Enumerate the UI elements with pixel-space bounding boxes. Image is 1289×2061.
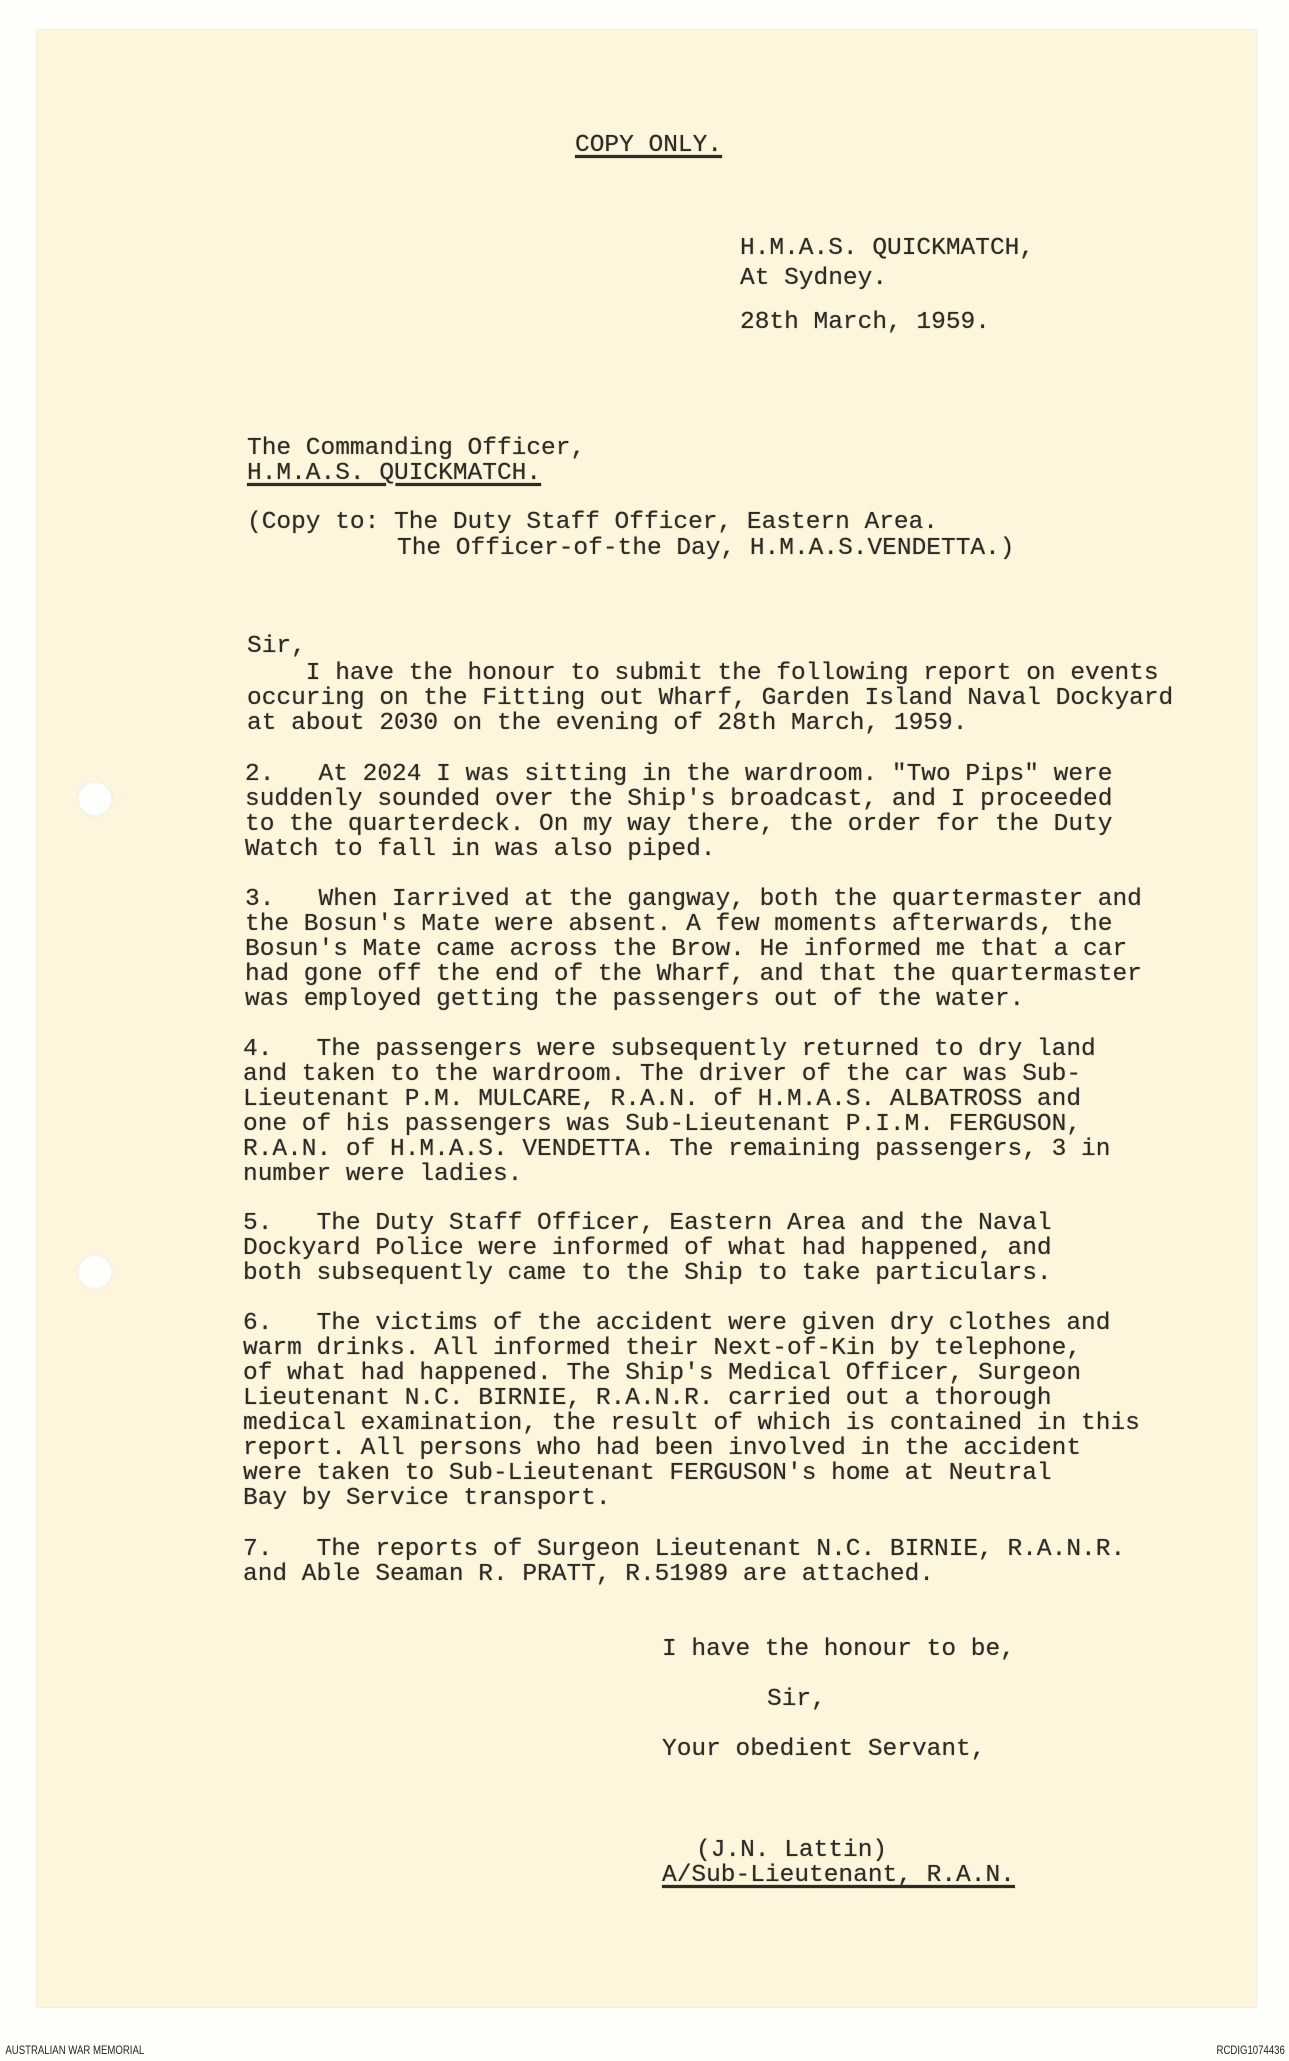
sender-address: H.M.A.S. QUICKMATCH, At Sydney. bbox=[740, 235, 1035, 292]
footer-record-id: RCDIG1074436 bbox=[1216, 2043, 1285, 2057]
paragraph-6: 6. The victims of the accident were given dry clothes and warm drinks. All informed their Next-of-Kin by telephone, of what had happened. The Ship's Medical Officer, Surgeon Lieutenant N.C. BIRNIE, R.A.N.R. carried out a thorough medical examination, the result of which is contained in this report. All persons who had been involved in the accident were taken to Sub-Lieutenant FERGUSON's home at Neutral Bay by Service transport. bbox=[243, 1310, 1140, 1512]
paragraph-4: 4. The passengers were subsequently returned to dry land and taken to the wardroom. The driver of the car was Sub- Lieutenant P.M. MULCARE, R.A.N. of H.M.A.S. ALBATROSS and one of his passengers was Sub-Lieutenant P.I.M. FERGUSON, R.A.N. of H.M.A.S. VENDETTA. The remaining passengers, 3 in number were ladies. bbox=[243, 1036, 1111, 1188]
punch-hole bbox=[77, 781, 113, 817]
footer-archive-name: AUSTRALIAN WAR MEMORIAL bbox=[5, 2043, 145, 2057]
paragraph-1: I have the honour to submit the following report on events occuring on the Fitting out Wharf, Garden Island Naval Dockyard at about 2030 on the evening of 28th March, 1959. bbox=[247, 660, 1174, 737]
signatory-name: (J.N. Lattin) bbox=[696, 1837, 888, 1864]
paragraph-7: 7. The reports of Surgeon Lieutenant N.C. BIRNIE, R.A.N.R. and Able Seaman R. PRATT, R.51989 are attached. bbox=[243, 1536, 1126, 1588]
paragraph-3: 3. When Iarrived at the gangway, both the quartermaster and the Bosun's Mate were absent. A few moments afterwards, the Bosun's Mate came across the Brow. He informed me that a car had gone off the end of the Wharf, and that the quartermaster was employed getting the passengers out of the water. bbox=[245, 886, 1142, 1013]
document-date: 28th March, 1959. bbox=[740, 309, 990, 336]
recipient-line-2: H.M.A.S. QUICKMATCH. bbox=[247, 460, 542, 487]
document-page bbox=[37, 30, 1256, 2007]
signatory-rank: A/Sub-Lieutenant, R.A.N. bbox=[662, 1862, 1015, 1889]
recipient-line-1: The Commanding Officer, bbox=[247, 435, 586, 462]
salutation: Sir, bbox=[247, 633, 306, 660]
closing-line-1: I have the honour to be, bbox=[662, 1636, 1015, 1663]
closing-line-3: Your obedient Servant, bbox=[662, 1736, 986, 1763]
copy-to-line-2: The Officer-of-the Day, H.M.A.S.VENDETTA.) bbox=[397, 535, 1015, 562]
copy-to-line-1: (Copy to: The Duty Staff Officer, Eastern Area. bbox=[247, 509, 939, 536]
document-heading: COPY ONLY. bbox=[575, 132, 723, 159]
paragraph-2: 2. At 2024 I was sitting in the wardroom. "Two Pips" were suddenly sounded over the Ship's broadcast, and I proceeded to the quarterdeck. On my way there, the order for the Duty Watch to fall in was also piped. bbox=[245, 761, 1113, 863]
closing-line-2: Sir, bbox=[767, 1686, 826, 1713]
paragraph-5: 5. The Duty Staff Officer, Eastern Area and the Naval Dockyard Police were informed of what had happened, and both subsequently came to the Ship to take particulars. bbox=[243, 1210, 1052, 1287]
punch-hole bbox=[77, 1254, 113, 1290]
